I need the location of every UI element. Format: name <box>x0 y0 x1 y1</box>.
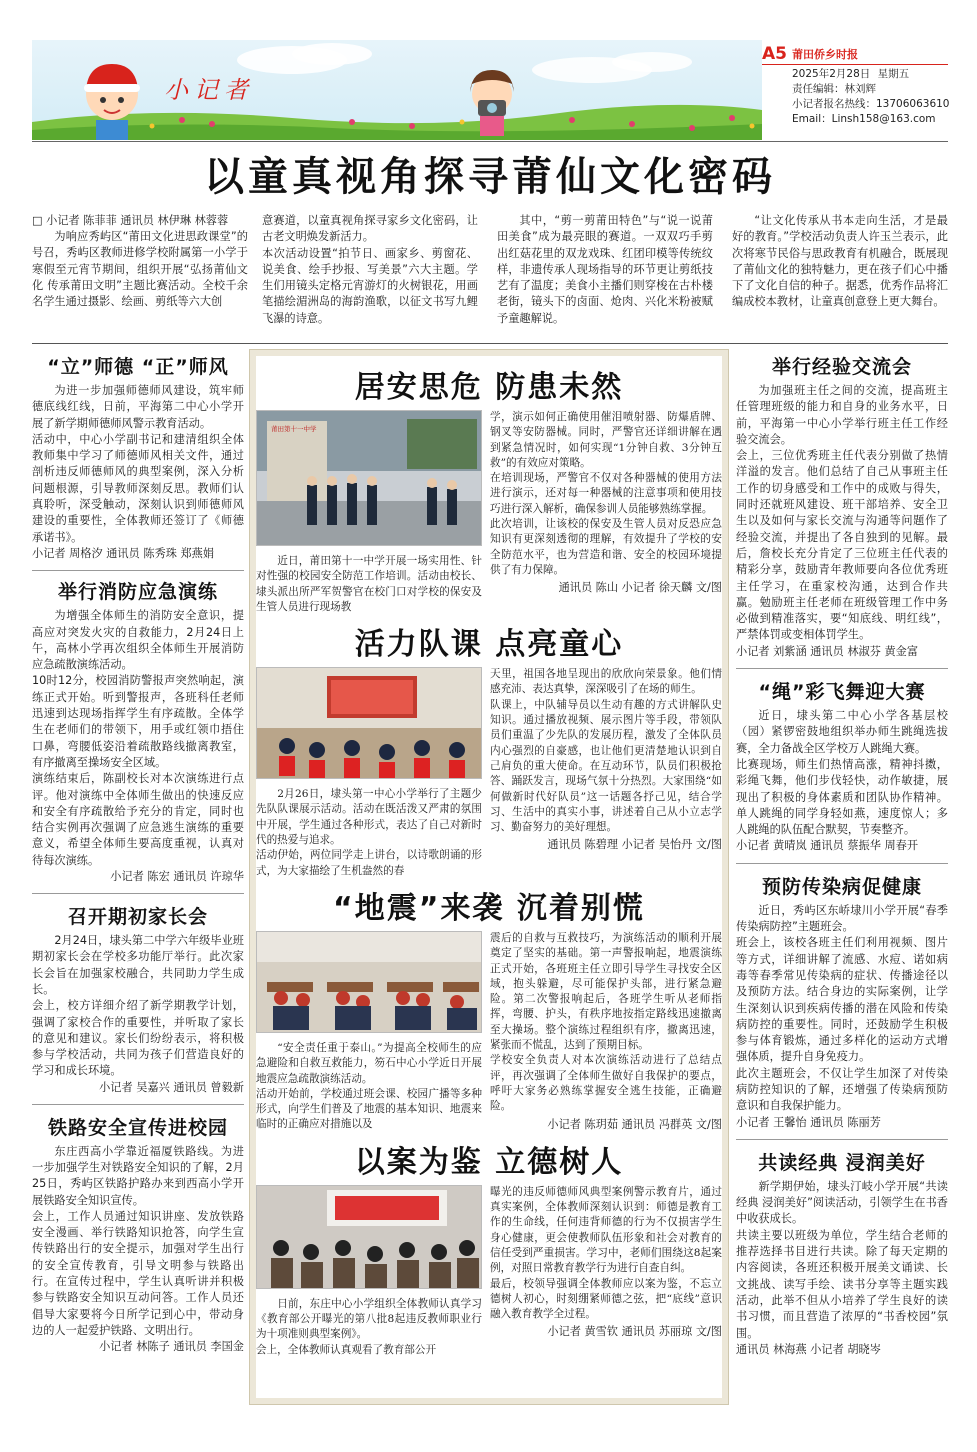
story-body-left: 2月26日，埭头第一中心小学举行了主题少先队队课展示活动。活动在既活泼又严肃的氛围中开展，学生通过各种形式，表达了自己对新时代的热爱与追求。 活动伊始，两位同学走上讲台，以诗歌朗诵的形式，为大家描绘了生机盎然的春 <box>256 788 482 877</box>
story-body-right: 曝光的违反师德师风典型案例警示教育片，通过真实案例，全体教师深刻认识到：师德是教育工作的生命线，任何违背师德的行为不仅损害学生身心健康，更会使教师队伍形象和社会对教育的信任受到严重损害。学习中，老师们围绕这8起案例，对照日常教育教学行为进行自查自纠。 最后，校领导强调全体教师应以案为鉴，不忘立德树人初心，时刻绷紧师德之弦，把“底线”意识融入教育教学全过程。 <box>490 1185 722 1321</box>
story-title: 活力队课 点亮童心 <box>354 627 624 663</box>
story-byline: 小记者 陈玥茹 通讯员 冯群英 文/图 <box>547 1117 722 1131</box>
story-body-right: 学，演示如何正确使用催泪喷射器、防爆盾牌、钢叉等安防器械。同时，严警官还详细讲解在遇到紧急情况时，如何实现“1分钟自救、3分钟互救”的有效应对策略。 在培训现场，严警官不仅对各种器械的使用方法进行演示，还对每一种器械的注意事项和使用技巧进行深入解析，确保参训人员能够熟练掌握。 此次培训，让该校的保安及生管人员对反恐应急知识有更深刻透彻的理解，有效提升了学校的安全防范水平，也为营造和谐、安全的校园环境提供了有力保障。 <box>490 411 722 576</box>
header-banner <box>32 40 762 140</box>
divider <box>736 668 948 669</box>
divider <box>32 570 244 571</box>
article-byline: 小记者 王馨怡 通讯员 陈丽芳 <box>736 1115 881 1129</box>
left-column <box>32 352 244 1355</box>
header-email: Email：Linsh158@163.com <box>792 113 936 125</box>
story-byline: 通讯员 陈山 小记者 徐天麟 文/图 <box>558 581 722 595</box>
article-title: 召开期初家长会 <box>67 906 208 929</box>
story-body-left: 近日，莆田第十一中学开展一场实用性、针对性强的校园安全防范工作培训。活动由校长、埭头派出所严军贺警官在校门口对学校的保安及生管人员进行现场教 <box>256 555 482 613</box>
story-body-right: 天里，祖国各地呈现出的欣欣向荣景象。他们情感充沛、表达真挚，深深吸引了在场的师生。 队课上，中队辅导员以生动有趣的方式讲解队史知识。通过播放视频、展示图片等手段，带领队员们重温了少先队的发展历程，激发了全体队员内心强烈的自豪感，也让他们更清楚地认识到自己肩负的重大使命。在互动环节，队员们积极抢答、踊跃发言，现场气氛十分热烈。大家围绕“如何做新时代好队员”这一话题各抒己见，结合学习、生活中的真实小事，讲述着自己从小立志学习、勤奋努力的美好理想。 <box>490 668 722 834</box>
article-byline: 通讯员 林海燕 小记者 胡晓岑 <box>736 1342 881 1356</box>
article-title: 举行消防应急演练 <box>57 581 218 604</box>
article-body: 东庄西高小学靠近福厦铁路线。为进一步加强学生对铁路安全知识的了解，2月25日，秀屿区铁路护路办来到西高小学开展铁路安全知识宣传。 会上，工作人员通过知识讲座、发放铁路安全漫画、举行铁路知识抢答，向学生宣传铁路出行的安全提示，加强对学生出行的安全宣传教育，引导文明参与铁路出行。在宣传过程中，学生认真听讲并积极参与铁路安全知识互动问答。工作人员还倡导大家要将今日所学记到心中，带动身边的人一起爱护铁路、文明出行。 <box>32 1144 244 1337</box>
section-title: 小记者 <box>164 76 254 104</box>
paper-name: 莆田侨乡时报 <box>792 48 858 61</box>
article-byline: 小记者 吴嘉兴 通讯员 曾毅新 <box>99 1080 244 1094</box>
story-title: 以案为鉴 立德树人 <box>354 1144 624 1180</box>
lead-byline: □ 小记者 陈菲菲 通讯员 林伊琳 林蓉蓉 <box>32 214 229 227</box>
article-byline: 小记者 黄晴岚 通讯员 蔡振华 周春开 <box>736 839 919 853</box>
date-text: 2025年2月28日 <box>792 68 871 80</box>
center-column <box>256 356 722 1358</box>
lead-col-1: 为响应秀屿区“莆田文化进思政课堂”的号召，秀屿区教师进修学校附属第一小学于寒假至元宵节期间，组织开展“弘扬莆仙文化 传承莆田文明”主题比赛活动。全校千余名学生通过摄影、绘画、剪纸等六大创 <box>32 230 248 309</box>
header-rule <box>762 64 948 65</box>
article-byline: 小记者 陈宏 通讯员 许琼华 <box>110 870 244 884</box>
article-byline: 小记者 林陈子 通讯员 李国金 <box>99 1340 244 1354</box>
story-body-left: “安全责任重于泰山。”为提高全校师生的应急避险和自救互救能力，笏石中心小学近日开展地震应急疏散演练活动。 活动开始前，学校通过班会课、校园广播等多种形式，向学生们普及了地震的基本知识、地震来临时的正确应对措施以及 <box>256 1041 482 1131</box>
story-title: “地震”来袭 沉着别慌 <box>333 890 645 926</box>
article-body: 新学期伊始，埭头汀岐小学开展“共读经典 浸润美好”阅读活动，引领学生在书香中收获成长。 共读主要以班级为单位，学生结合老师的推荐选择书目进行共读。除了每天定期的内容阅读，各班还积极开展美文诵读、长文挑战、读写手绘、读书分享等主题实践活动，此举不但从小培养了学生良好的读书习惯，而且营造了浓厚的“书香校园”氛围。 <box>736 1179 948 1340</box>
article-title: 预防传染病促健康 <box>761 875 922 898</box>
header-hotline: 小记者报名热线：13706063610 <box>792 98 950 110</box>
article-body: 2月24日，埭头第二中学六年级毕业班期初家长会在学校多功能厅举行。此次家长会旨在加强家校融合，共同助力学生成长。 会上，校方详细介绍了新学期教学计划，强调了家校合作的重要性，并听取了家长的意见和建议。家长们纷纷表示，将积极参与学校活动，共同为孩子们营造良好的学习和成长环境。 <box>32 934 244 1078</box>
article-body: 近日，埭头第二中心小学各基层校（园）紧锣密鼓地组织举办师生跳绳选拔赛，全力备战全区学校万人跳绳大赛。 比赛现场，师生们热情高涨，精神抖擞，彩绳飞舞，他们步伐轻快，动作敏捷，展现出了积极的身体素质和团队协作精神。单人跳绳的同学身轻如燕，速度惊人；多人跳绳的队伍配合默契，节奏整齐。 <box>736 709 948 837</box>
divider <box>32 1104 244 1105</box>
article-body: 为加强班主任之间的交流，提高班主任管理班级的能力和自身的业务水平，日前，平海第一中心小学举行班主任工作经验交流会。 会上，三位优秀班主任代表分别做了热情洋溢的发言。他们总结了自己从事班主任工作的切身感受和工作中的成败与得失，同时还就班风建设、班干部培养、安全卫生以及如何与家长交流与沟通等问题作了经验交流，并提出了各自独到的见解。最后，詹校长充分肯定了三位班主任代表的精彩分享，鼓励青年教师要向各位优秀班主任学习，在重家校沟通，达到合作共赢。勉励班主任老师在班级管理工作中务必做到精准落实，要“知底线、明红线”，严禁体罚或变相体罚学生。 <box>736 384 948 642</box>
divider <box>736 1139 948 1140</box>
article-byline: 小记者 刘紫涵 通讯员 林淑芬 黄金富 <box>736 644 919 658</box>
photo-earthquake-drill <box>256 931 482 1033</box>
story-byline: 小记者 黄雪钦 通讯员 苏丽琼 文/图 <box>547 1325 722 1339</box>
article-title: 共读经典 浸润美好 <box>758 1151 926 1174</box>
article-title: “立”师德 “正”师风 <box>47 356 229 378</box>
article-title: 铁路安全宣传进校园 <box>47 1116 228 1139</box>
lead-col-3: 其中，“剪一剪莆田特色”与“说一说莆田美食”成为最亮眼的赛道。一双双巧手剪出红菇花里的双龙戏珠、红团印模等传统纹样，非遗传承人现场指导的环节更让剪纸技艺有了温度；美食小主播们则穿梭在古朴楼老街，镜头下的卤面、炝肉、兴化米粉被赋予童趣解说。 <box>497 214 713 325</box>
lead-col-4: “让文化传承从书本走向生活，才是最好的教育。”学校活动负责人许玉兰表示，此次将寒节民俗与思政教育有机融合，既展现了莆仙文化的独特魅力，更在孩子们心中播下了文化自信的种子。据悉，优秀作品将汇编成校本教材，让童真创意登上更大舞台。 <box>732 214 948 309</box>
article-title: 举行经验交流会 <box>771 356 912 378</box>
page-number: A5 <box>762 44 787 64</box>
story-title: 居安思危 防患未然 <box>354 370 624 405</box>
photo-teacher-meeting <box>256 1185 482 1289</box>
header-editor: 责任编辑：林刘辉 <box>792 83 876 95</box>
header-bottom-rule <box>32 141 948 142</box>
right-column <box>736 352 948 1358</box>
story-byline: 通讯员 陈碧理 小记者 吴怡丹 文/图 <box>547 838 722 852</box>
divider <box>736 863 948 864</box>
article-body: 为进一步加强师德师风建设，筑牢师德底线红线，日前，平海第二中心小学开展了新学期师德师风警示教育活动。 活动中，中心小学副书记和建清组织全体教师集中学习了师德师风相关文件，通过剖析违反师德师风的典型案例，深入分析问题根源，引导教师深刻反思。教师们认真聆听，深受触动，深刻认识到师德师风建设的重要性，全体教师还签订了《师德承诺书》。 <box>32 384 244 544</box>
lead-headline: 以童真视角探寻莆仙文化密码 <box>204 154 776 200</box>
article-byline: 小记者 周格汐 通讯员 陈秀珠 郑燕娟 <box>32 546 215 560</box>
lead-col-2: 意赛道，以童真视角探寻家乡文化密码，让古老文明焕发新活力。 本次活动设置“拍节日、画家乡、剪窗花、说美食、绘手抄报、写美景”六大主题。学生们用镜头定格元宵游灯的火树银花，用画笔描绘湄洲岛的海韵渔歌，以征文书写九鲤飞瀑的诗意。 <box>262 214 478 325</box>
photo-security-training <box>256 410 482 546</box>
article-body: 为增强全体师生的消防安全意识，提高应对突发火灾的自救能力，2月24日上午，高林小学再次组织全体师生开展消防应急疏散演练活动。 10时12分，校园消防警报声突然响起，演练正式开始。听到警报声，各班科任老师迅速到达现场指挥学生有序疏散。全体学生在老师们的带领下，用手或红领巾捂住口鼻，弯腰低姿沿着疏散路线撤离教室，有序撤离至操场安全区域。 演练结束后，陈副校长对本次演练进行点评。他对演练中全体师生做出的快速反应和安全有序疏散给予充分的肯定，同时也结合实例再次强调了应急逃生演练的重要意义，希望全体师生要高度重视，认真对待每次演练。 <box>32 609 244 867</box>
article-body: 近日，秀屿区东峤埭川小学开展“春季传染病防控”主题班会。 班会上，该校各班主任们利用视频、图片等方式，详细讲解了流感、水痘、诺如病毒等春季常见传染病的症状、传播途径以及预防方法。结合身边的实际案例，让学生深刻认识到疾病传播的潜在风险和传染病防控的重要性。同时，还鼓励学生积极参与体育锻炼，通过多样化的运动方式增强体质，提升自身免疫力。 此次主题班会，不仅让学生加深了对传染病防控知识的了解，还增强了传染病预防意识和自我保护能力。 <box>736 903 948 1113</box>
lead-bottom-rule <box>32 343 948 344</box>
story-body-right: 震后的自救与互救技巧，为演练活动的顺利开展奠定了坚实的基础。第一声警报响起，地震演练正式开始，各班班主任立即引导学生寻找安全区域，抱头躲避，尽可能保护头部，进行紧急避险。第二次警报响起后，各班学生听从老师指挥，弯腰、护头，有秩序地按指定路线迅速撤离至大操场。整个演练过程组织有序，撤离迅速，紧张而不慌乱，达到了预期目标。 学校安全负责人对本次演练活动进行了总结点评，再次强调了全体师生做好自我保护的要点，呼吁大家务必熟练掌握安全逃生技能，正确避险。 <box>490 931 722 1113</box>
photo-sign-text: 莆田第十一中学 <box>271 425 317 433</box>
divider <box>32 893 244 894</box>
header-date <box>792 66 909 81</box>
article-title: “绳”彩飞舞迎大赛 <box>758 681 926 704</box>
story-body-left: 日前，东庄中心小学组织全体教师认真学习《教育部公开曝光的第八批8起违反教师职业行为十项准则典型案例》。 会上，全体教师认真观看了教育部公开 <box>256 1297 482 1356</box>
weekday-text: 星期五 <box>877 68 910 80</box>
photo-pioneer-class <box>256 667 482 779</box>
banner-illustration <box>32 40 762 140</box>
